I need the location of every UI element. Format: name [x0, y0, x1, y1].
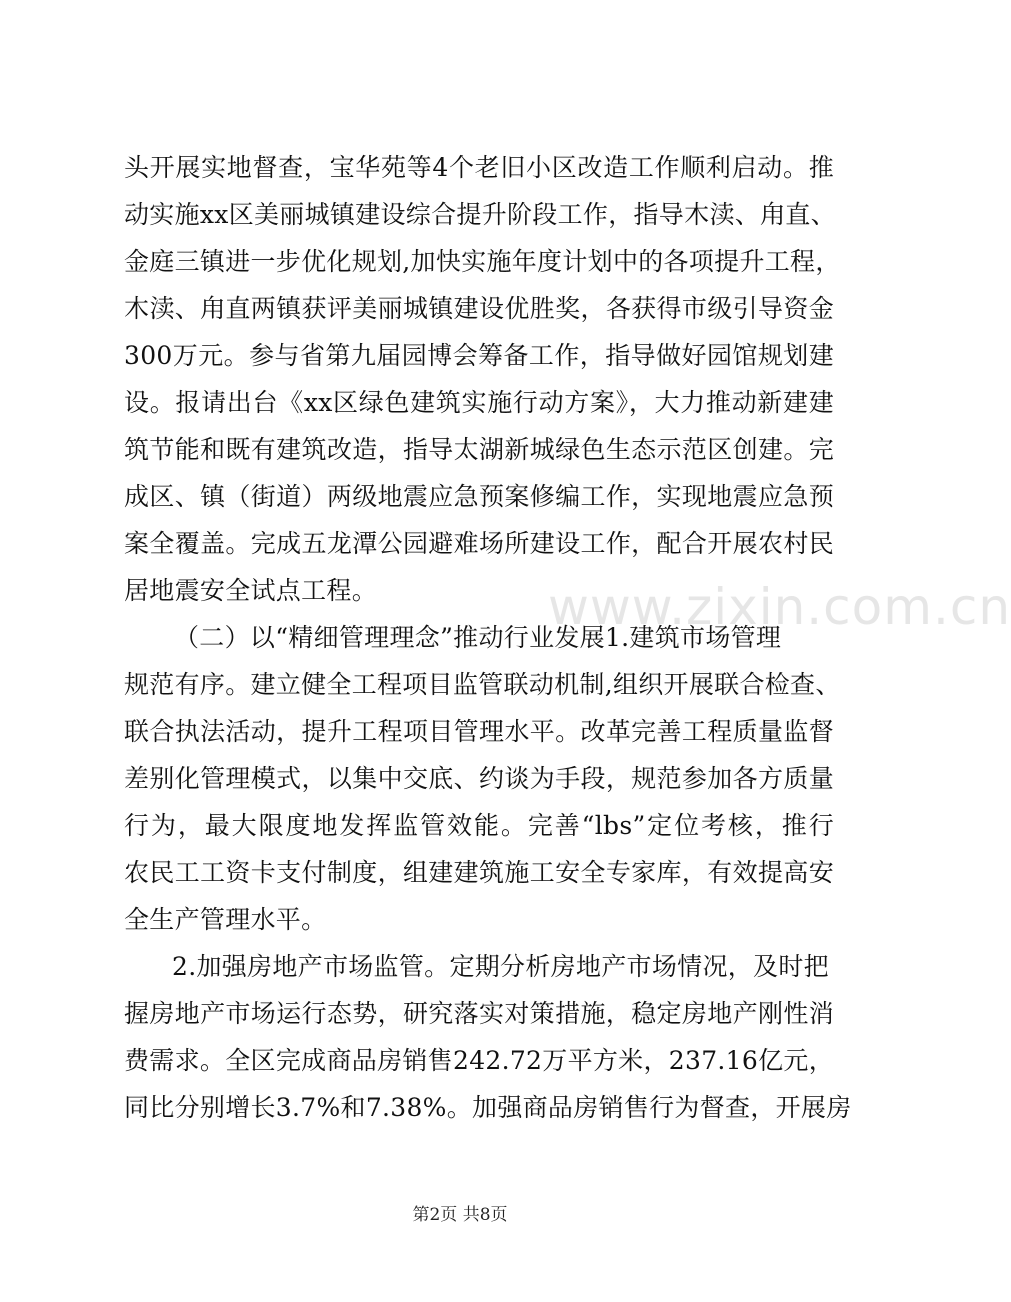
- watermark: www.zixin.com.cn: [548, 578, 1011, 636]
- text-line: 行为，最大限度地发挥监管效能。完善“lbs”定位考核，推行: [124, 811, 834, 840]
- text-line: 农民工工资卡支付制度，组建建筑施工安全专家库，有效提高安: [124, 858, 834, 887]
- page-number-footer: 第2页 共8页: [412, 1205, 508, 1225]
- section-heading-line: （二）以“精细管理理念”推动行业发展1.建筑市场管理: [174, 623, 782, 652]
- text-line: 头开展实地督查，宝华苑等4个老旧小区改造工作顺利启动。推: [124, 153, 834, 182]
- text-line: 金庭三镇进一步优化规划,加快实施年度计划中的各项提升工程，: [124, 247, 841, 276]
- body-text: [124, 144, 852, 1131]
- text-line: 动实施xx区美丽城镇建设综合提升阶段工作，指导木渎、甪直、: [124, 200, 836, 229]
- text-line: 300万元。参与省第九届园博会筹备工作，指导做好园馆规划建: [124, 341, 834, 370]
- text-line: 差别化管理模式，以集中交底、约谈为手段，规范参加各方质量: [124, 764, 834, 793]
- paragraph-start-line: 2.加强房地产市场监管。定期分析房地产市场情况，及时把: [172, 952, 829, 981]
- text-line: 规范有序。建立健全工程项目监管联动机制,组织开展联合检查、: [124, 670, 841, 699]
- text-line: 居地震安全试点工程。: [124, 576, 378, 605]
- text-line: 费需求。全区完成商品房销售242.72万平方米，237.16亿元，: [124, 1046, 834, 1075]
- text-line: 成区、镇（街道）两级地震应急预案修编工作，实现地震应急预: [124, 482, 834, 511]
- text-line: 设。报请出台《xx区绿色建筑实施行动方案》，大力推动新建建: [124, 388, 834, 417]
- text-line: 木渎、甪直两镇获评美丽城镇建设优胜奖，各获得市级引导资金: [124, 294, 834, 323]
- text-line: 案全覆盖。完成五龙潭公园避难场所建设工作，配合开展农村民: [124, 529, 834, 558]
- text-line: 联合执法活动，提升工程项目管理水平。改革完善工程质量监督: [124, 717, 834, 746]
- text-line: 同比分别增长3.7%和7.38%。加强商品房销售行为督查，开展房: [124, 1093, 852, 1122]
- text-line: 握房地产市场运行态势，研究落实对策措施，稳定房地产刚性消: [124, 999, 834, 1028]
- text-line: 筑节能和既有建筑改造，指导太湖新城绿色生态示范区创建。完: [124, 435, 834, 464]
- text-line: 全生产管理水平。: [124, 905, 327, 934]
